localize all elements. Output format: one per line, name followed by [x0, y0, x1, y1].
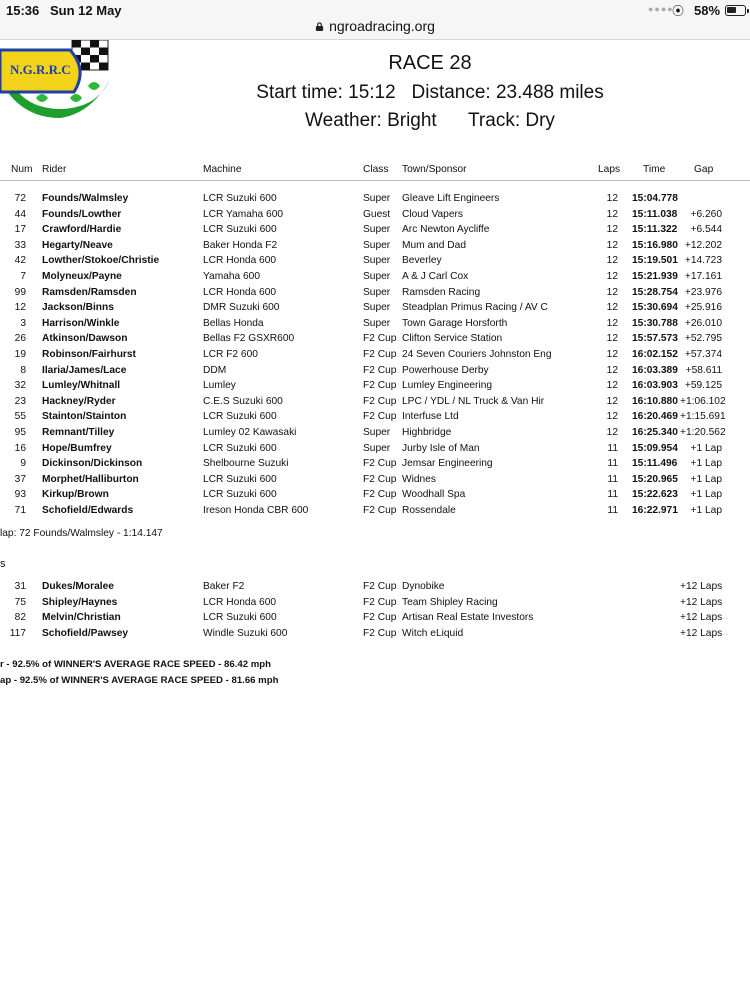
table-row	[0, 380, 750, 396]
row-sponsor: Town Garage Horsforth	[402, 317, 508, 329]
row-num: 82	[14, 612, 26, 624]
status-date: Sun 12 May	[50, 3, 122, 18]
row-rider: Lowther/Stokoe/Christie	[42, 255, 160, 267]
row-sponsor: Steadplan Primus Racing / AV C	[402, 302, 548, 314]
row-time: 15:22.623	[632, 489, 678, 501]
row-num: 93	[14, 489, 26, 501]
race-start-distance: Start time: 15:12 Distance: 23.488 miles	[256, 82, 604, 103]
row-rider: Jackson/Binns	[42, 302, 114, 314]
row-class: Super	[363, 427, 391, 438]
table-row	[0, 443, 750, 459]
row-num: 37	[14, 473, 26, 485]
row-rider: Melvin/Christian	[42, 612, 121, 624]
row-rider: Lumley/Whitnall	[42, 380, 121, 392]
row-sponsor: Cloud Vapers	[402, 208, 463, 220]
row-sponsor: Lumley Engineering	[402, 380, 493, 392]
cut-off-title	[355, 28, 361, 40]
speed-note-1: r - 92.5% of WINNER'S AVERAGE RACE SPEED - 86.42 mph	[0, 659, 271, 670]
col-machine: Machine	[203, 164, 242, 175]
row-gap: +59.125	[684, 380, 722, 392]
row-sponsor: Interfuse Ltd	[402, 411, 459, 423]
row-sponsor: Arc Newton Aycliffe	[402, 224, 490, 236]
row-machine: Yamaha 600	[203, 271, 261, 282]
row-gap: +1:20.562	[680, 427, 726, 438]
row-rider: Morphet/Halliburton	[42, 473, 139, 485]
row-class: Super	[363, 317, 391, 329]
battery-percent: 58%	[694, 3, 721, 18]
table-header	[0, 164, 750, 180]
row-sponsor: Artisan Real Estate Investors	[402, 612, 534, 624]
row-laps: 12	[606, 271, 618, 282]
table-row	[0, 302, 750, 318]
row-time: 15:30.788	[632, 317, 678, 329]
row-rider: Kirkup/Brown	[42, 489, 109, 501]
table-row	[0, 612, 750, 628]
row-laps: 12	[606, 364, 618, 376]
row-gap: +12 Laps	[680, 596, 723, 608]
row-gap: +23.976	[684, 286, 722, 298]
race-title: RACE 28	[388, 52, 472, 74]
orientation-lock-icon: ⦿	[672, 4, 685, 18]
row-gap: +1 Lap	[690, 473, 722, 485]
row-machine: LCR Honda 600	[203, 255, 277, 267]
row-class: F2 Cup	[363, 349, 397, 360]
row-rider: Crawford/Hardie	[42, 224, 122, 236]
table-row	[0, 489, 750, 505]
row-sponsor: Gleave Lift Engineers	[402, 193, 500, 204]
row-num: 19	[14, 349, 26, 360]
row-rider: Dickinson/Dickinson	[42, 458, 143, 470]
row-time: 15:28.754	[632, 286, 678, 298]
row-machine: LCR Honda 600	[203, 596, 277, 608]
race-weather-track: Weather: Bright Track: Dry	[305, 110, 555, 131]
row-laps: 11	[607, 473, 618, 485]
row-laps: 12	[606, 302, 618, 314]
row-laps: 11	[607, 458, 618, 470]
row-sponsor: Jurby Isle of Man	[402, 442, 480, 454]
row-laps: 11	[607, 505, 618, 516]
row-class: F2 Cup	[363, 458, 397, 470]
row-machine: C.E.S Suzuki 600	[203, 395, 283, 407]
row-machine: Bellas Honda	[203, 317, 264, 329]
row-rider: Ilaria/James/Lace	[42, 364, 127, 376]
row-rider: Ramsden/Ramsden	[42, 286, 137, 298]
header-divider	[0, 180, 750, 181]
row-rider: Shipley/Haynes	[42, 596, 118, 608]
row-machine: Shelbourne Suzuki	[203, 458, 289, 470]
table-row	[0, 396, 750, 412]
row-sponsor: Powerhouse Derby	[402, 364, 489, 376]
row-laps: 12	[606, 224, 618, 236]
row-rider: Robinson/Fairhurst	[42, 349, 136, 360]
table-row	[0, 365, 750, 381]
row-gap: +1 Lap	[690, 489, 722, 501]
row-num: 99	[14, 286, 26, 298]
row-laps: 11	[607, 442, 618, 454]
row-gap: +6.544	[690, 224, 722, 236]
row-time: 15:16.980	[632, 239, 678, 251]
col-class: Class	[363, 164, 389, 175]
col-time: Time	[643, 164, 666, 175]
table-row	[0, 349, 750, 365]
table-row	[0, 209, 750, 225]
row-class: F2 Cup	[363, 364, 397, 376]
row-num: 117	[9, 627, 26, 639]
url-bar[interactable]	[0, 18, 750, 34]
row-class: F2 Cup	[363, 333, 397, 345]
row-sponsor: LPC / YDL / NL Truck & Van Hir	[402, 395, 545, 407]
row-sponsor: A & J Carl Cox	[402, 271, 469, 282]
row-sponsor: Beverley	[402, 255, 442, 267]
row-rider: Founds/Walmsley	[42, 193, 129, 204]
table-row	[0, 271, 750, 287]
row-num: 12	[14, 302, 26, 314]
table-row	[0, 193, 750, 209]
row-num: 31	[14, 581, 26, 592]
row-time: 15:30.694	[632, 302, 678, 314]
row-machine: LCR Suzuki 600	[203, 224, 277, 236]
row-class: Super	[363, 286, 391, 298]
table-row	[0, 427, 750, 443]
row-time: 15:19.501	[632, 255, 678, 267]
row-sponsor: Woodhall Spa	[402, 489, 466, 501]
battery-level	[727, 7, 736, 13]
row-num: 32	[14, 380, 26, 392]
row-num: 9	[20, 458, 26, 470]
row-class: F2 Cup	[363, 627, 397, 639]
row-machine: LCR Suzuki 600	[203, 473, 277, 485]
row-num: 7	[20, 271, 26, 282]
row-gap: +1 Lap	[690, 458, 722, 470]
row-gap: +58.611	[685, 364, 722, 376]
row-gap: +57.374	[684, 349, 722, 360]
row-time: 16:22.971	[632, 505, 678, 516]
row-rider: Schofield/Edwards	[42, 505, 134, 516]
row-class: Super	[363, 442, 391, 454]
table-row	[0, 628, 750, 644]
row-machine: DDM	[203, 364, 227, 376]
row-machine: LCR F2 600	[203, 349, 258, 360]
row-machine: Windle Suzuki 600	[203, 627, 288, 639]
table-row	[0, 240, 750, 256]
row-time: 15:04.778	[632, 193, 678, 204]
row-time: 16:03.903	[632, 380, 678, 392]
battery-icon	[725, 5, 746, 16]
row-sponsor: Highbridge	[402, 427, 452, 438]
row-class: F2 Cup	[363, 612, 397, 624]
row-laps: 12	[606, 208, 618, 220]
row-class: Super	[363, 193, 391, 204]
row-num: 26	[14, 333, 26, 345]
row-machine: LCR Suzuki 600	[203, 489, 277, 501]
signal-icon: ●●●●	[648, 4, 674, 14]
row-machine: Baker F2	[203, 581, 245, 592]
row-num: 8	[20, 364, 26, 376]
row-machine: Lumley 02 Kawasaki	[203, 427, 297, 438]
row-machine: LCR Suzuki 600	[203, 411, 277, 423]
row-time: 16:10.880	[632, 395, 678, 407]
row-rider: Hegarty/Neave	[42, 239, 113, 251]
row-num: 16	[14, 442, 26, 454]
row-laps: 12	[606, 286, 618, 298]
row-class: F2 Cup	[363, 581, 397, 592]
row-rider: Stainton/Stainton	[42, 411, 127, 423]
col-gap: Gap	[694, 164, 714, 175]
table-row	[0, 411, 750, 427]
lock-icon	[315, 22, 324, 31]
row-num: 71	[14, 505, 26, 516]
row-time: 16:03.389	[632, 364, 678, 376]
row-class: F2 Cup	[363, 380, 397, 392]
row-class: Super	[363, 302, 391, 314]
fastest-lap: lap: 72 Founds/Walmsley - 1:14.147	[0, 528, 163, 539]
table-row	[0, 505, 750, 521]
table-row	[0, 597, 750, 613]
row-machine: Baker Honda F2	[203, 239, 278, 251]
row-class: Super	[363, 224, 391, 236]
row-class: Super	[363, 239, 391, 251]
col-rider: Rider	[42, 164, 67, 175]
row-sponsor: Ramsden Racing	[402, 286, 481, 298]
row-sponsor: Witch eLiquid	[402, 627, 464, 639]
row-gap: +1:06.102	[680, 395, 726, 407]
row-num: 23	[14, 395, 26, 407]
row-gap: +52.795	[684, 333, 722, 345]
row-machine: Ireson Honda CBR 600	[203, 505, 309, 516]
row-rider: Hackney/Ryder	[42, 395, 116, 407]
col-num: Num	[11, 164, 33, 175]
table-row	[0, 474, 750, 490]
row-machine: LCR Suzuki 600	[203, 442, 277, 454]
row-laps: 12	[606, 239, 618, 251]
row-laps: 12	[606, 255, 618, 267]
row-sponsor: Clifton Service Station	[402, 333, 503, 345]
row-rider: Atkinson/Dawson	[42, 333, 128, 345]
row-rider: Remnant/Tilley	[42, 427, 115, 438]
row-class: F2 Cup	[363, 505, 397, 516]
row-sponsor: Rossendale	[402, 505, 456, 516]
row-time: 16:02.152	[632, 349, 678, 360]
row-rider: Founds/Lowther	[42, 208, 122, 220]
row-gap: +26.010	[684, 317, 722, 329]
table-row	[0, 458, 750, 474]
row-sponsor: Team Shipley Racing	[402, 596, 498, 608]
row-class: F2 Cup	[363, 489, 397, 501]
non-finishers-label: s	[0, 558, 6, 570]
row-sponsor: Widnes	[402, 473, 436, 485]
row-gap: +1 Lap	[690, 505, 722, 516]
url-text: ngroadracing.org	[329, 18, 435, 34]
row-machine: LCR Honda 600	[203, 286, 277, 298]
table-row	[0, 287, 750, 303]
row-class: Super	[363, 271, 391, 282]
speed-note-2: ap - 92.5% of WINNER'S AVERAGE RACE SPEED - 81.66 mph	[0, 675, 279, 686]
row-class: F2 Cup	[363, 473, 397, 485]
row-sponsor: Dynobike	[402, 581, 445, 592]
row-num: 3	[20, 317, 26, 329]
status-bar	[0, 0, 750, 40]
col-laps: Laps	[598, 164, 621, 175]
row-gap: +12.202	[684, 239, 722, 251]
row-time: 15:20.965	[632, 473, 678, 485]
row-laps: 12	[606, 411, 618, 423]
row-time: 16:25.340	[632, 427, 678, 438]
col-sponsor: Town/Sponsor	[402, 164, 467, 175]
row-class: Super	[363, 255, 391, 267]
row-gap: +25.916	[684, 302, 722, 314]
row-machine: Bellas F2 GSXR600	[203, 333, 295, 345]
row-time: 15:21.939	[632, 271, 678, 282]
row-gap: +12 Laps	[680, 581, 723, 592]
row-sponsor: Jemsar Engineering	[402, 458, 493, 470]
row-sponsor: 24 Seven Couriers Johnston Eng	[402, 349, 552, 360]
row-rider: Dukes/Moralee	[42, 581, 114, 592]
row-laps: 11	[607, 489, 618, 501]
row-num: 55	[14, 411, 26, 423]
row-time: 16:20.469	[632, 411, 678, 423]
row-num: 44	[14, 208, 26, 220]
row-gap: +6.260	[690, 208, 722, 220]
row-num: 17	[14, 224, 26, 236]
row-time: 15:57.573	[632, 333, 678, 345]
row-time: 15:11.038	[632, 208, 678, 220]
table-row	[0, 255, 750, 271]
row-num: 42	[14, 255, 26, 267]
row-time: 15:09.954	[632, 442, 678, 454]
row-laps: 12	[606, 193, 618, 204]
row-machine: Lumley	[203, 380, 236, 392]
row-class: F2 Cup	[363, 395, 397, 407]
row-num: 33	[14, 239, 26, 251]
row-machine: LCR Suzuki 600	[203, 193, 277, 204]
row-laps: 12	[606, 317, 618, 329]
row-class: F2 Cup	[363, 596, 397, 608]
row-laps: 12	[606, 395, 618, 407]
table-row	[0, 318, 750, 334]
row-class: F2 Cup	[363, 411, 397, 423]
row-laps: 12	[606, 333, 618, 345]
row-gap: +14.723	[684, 255, 722, 267]
row-time: 15:11.496	[632, 458, 678, 470]
logo-text: N.G.R.R.C	[10, 62, 71, 77]
row-gap: +1:15.691	[680, 411, 726, 423]
row-num: 72	[14, 193, 26, 204]
row-machine: LCR Yamaha 600	[203, 208, 284, 220]
row-rider: Molyneux/Payne	[42, 271, 122, 282]
row-gap: +1 Lap	[690, 442, 722, 454]
row-gap: +12 Laps	[680, 627, 723, 639]
row-laps: 12	[606, 380, 618, 392]
row-rider: Hope/Bumfrey	[42, 442, 112, 454]
row-time: 15:11.322	[632, 224, 678, 236]
row-rider: Schofield/Pawsey	[42, 627, 129, 639]
row-machine: DMR Suzuki 600	[203, 302, 280, 314]
row-num: 95	[14, 427, 26, 438]
row-gap: +17.161	[684, 271, 722, 282]
row-laps: 12	[606, 349, 618, 360]
row-laps: 12	[606, 427, 618, 438]
status-time: 15:36	[6, 3, 40, 18]
row-gap: +12 Laps	[680, 612, 723, 624]
table-row	[0, 581, 750, 597]
row-machine: LCR Suzuki 600	[203, 612, 277, 624]
table-row	[0, 224, 750, 240]
row-rider: Harrison/Winkle	[42, 317, 120, 329]
row-class: Guest	[363, 208, 391, 220]
row-num: 75	[14, 596, 26, 608]
table-row	[0, 333, 750, 349]
row-sponsor: Mum and Dad	[402, 239, 466, 251]
